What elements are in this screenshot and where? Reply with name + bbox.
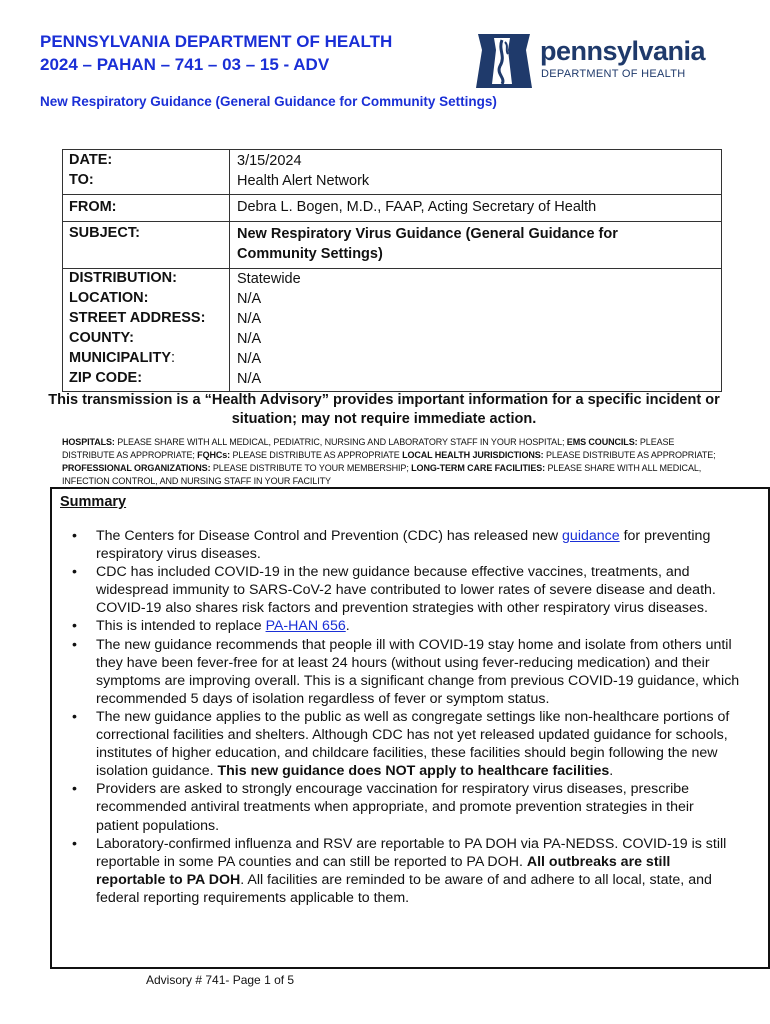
bullet-icon: •: [72, 781, 77, 798]
bullet-bold-text: All outbreaks are still reportable to PA DOH: [96, 853, 671, 888]
bullet-text: The new guidance recommends that people ill with COVID-19 stay home and isolate from others until they have been fever-free for at least 24 hours (without using fever-reducing medication) and their symptoms are improving overall. This is a significant change from previous COVID-19 guidance, which recommended 5 days of isolation regardless of fever or symptom status.: [96, 636, 740, 707]
municipality-label-text: MUNICIPALITY: [69, 350, 172, 366]
column-divider: [229, 150, 230, 391]
bullet-text: This is intended to replace: [96, 618, 266, 635]
from-value: Debra L. Bogen, M.D., FAAP, Acting Secretary of Health: [237, 199, 597, 215]
bullet-icon: •: [72, 636, 77, 653]
summary-list: [72, 527, 740, 907]
bullet-text: CDC has included COVID-19 in the new guidance because effective vaccines, treatments, and widespread immunity to SARS-CoV-2 have contributed to lower rates of severe disease and death. COVID-19 also shares risk factors and prevention strategies with other respiratory virus diseases.: [96, 564, 716, 617]
fqhc-text: PLEASE DISTRIBUTE AS APPROPRIATE: [230, 450, 403, 460]
bullet-text: for preventing respiratory virus diseases.: [96, 528, 711, 563]
bullet-icon: •: [72, 618, 77, 635]
memo-header-table: [62, 149, 722, 392]
date-value: 3/15/2024: [237, 153, 302, 169]
distribution-value: Statewide: [237, 271, 301, 287]
municipality-value: N/A: [237, 351, 262, 367]
street-value: N/A: [237, 311, 262, 327]
to-label: TO:: [69, 172, 94, 188]
pa-han-656-link[interactable]: PA-HAN 656: [265, 618, 346, 635]
location-value: N/A: [237, 291, 262, 307]
agency-name: PENNSYLVANIA DEPARTMENT OF HEALTH: [40, 32, 393, 51]
ltc-label: LONG-TERM CARE FACILITIES:: [411, 463, 546, 473]
distribution-note: [62, 436, 727, 488]
prof-org-text: PLEASE DISTRIBUTE TO YOUR MEMBERSHIP;: [210, 463, 412, 473]
guidance-link[interactable]: guidance: [562, 528, 620, 544]
list-item: [72, 636, 740, 708]
bullet-text: .: [345, 618, 350, 635]
row-divider: [63, 221, 721, 222]
bullet-text: .: [609, 763, 614, 780]
document-title: [40, 30, 392, 76]
bullet-icon: •: [72, 835, 77, 852]
ems-text: PLEASE DISTRIBUTE AS APPROPRIATE;: [62, 437, 675, 460]
ltc-text: PLEASE SHARE WITH ALL MEDICAL, INFECTION CONTROL, AND NURSING STAFF IN YOUR FACILITY: [62, 463, 702, 486]
bullet-text: Providers are asked to strongly encourage vaccination for respiratory virus diseases, prescribe recommended antiviral treatments when appropriate, and promote prevention strategies in their patient populations.: [96, 781, 694, 834]
bullet-icon: •: [72, 708, 77, 725]
list-item: [72, 617, 740, 635]
bullet-bold-text: This new guidance does NOT apply to healthcare facilities: [217, 763, 610, 780]
distribution-label: DISTRIBUTION:: [69, 270, 177, 286]
bullet-icon: •: [72, 528, 77, 544]
advisory-subtitle: New Respiratory Guidance (General Guidance for Community Settings): [40, 94, 497, 109]
list-item: [72, 780, 740, 834]
logo-wordmark: pennsylvania: [540, 36, 706, 66]
date-label: DATE:: [69, 152, 113, 168]
subject-value: New Respiratory Virus Guidance (General Guidance for Community Settings): [237, 226, 618, 262]
subject-label: SUBJECT:: [69, 225, 140, 241]
bullet-text: Laboratory-confirmed influenza and RSV are reportable to PA DOH via PA-NEDSS. COVID-19 is still reportable in some PA counties and can still be reported to PA DOH.: [96, 835, 727, 870]
ems-label: EMS COUNCILS:: [566, 437, 638, 447]
municipality-colon: :: [171, 350, 176, 366]
prof-org-label: PROFESSIONAL ORGANIZATIONS:: [62, 463, 211, 473]
bullet-icon: •: [72, 564, 77, 581]
list-item: [72, 527, 740, 563]
municipality-label: [69, 350, 175, 366]
list-item: [72, 835, 740, 907]
summary-title: Summary: [60, 494, 127, 510]
fqhc-label: FQHCs:: [197, 450, 231, 460]
page-footer: Advisory # 741- Page 1 of 5: [146, 973, 295, 987]
logo-department: DEPARTMENT OF HEALTH: [541, 68, 686, 80]
list-item: [72, 563, 740, 617]
from-label: FROM:: [69, 199, 117, 215]
zip-value: N/A: [237, 371, 262, 387]
county-value: N/A: [237, 331, 262, 347]
row-divider: [63, 268, 721, 269]
bullet-text: The Centers for Disease Control and Prevention (CDC) has released new: [96, 528, 563, 544]
advisory-code: 2024 – PAHAN – 741 – 03 – 15 - ADV: [40, 55, 330, 74]
bullet-text: The new guidance applies to the public as well as congregate settings like non-healthcare portions of correctional facilities and shelters. Although CDC has not yet released updated guidance for schools, institutes of higher education, and childcare facilities, these facilities should begin following the new isolation guidance.: [96, 708, 730, 780]
location-label: LOCATION:: [69, 290, 149, 306]
list-item: [72, 708, 740, 780]
lhj-label: LOCAL HEALTH JURISDICTIONS:: [402, 450, 544, 460]
hospitals-text: PLEASE SHARE WITH ALL MEDICAL, PEDIATRIC, NURSING AND LABORATORY STAFF IN YOUR HOSPITAL;: [114, 437, 567, 447]
lhj-text: PLEASE DISTRIBUTE AS APPROPRIATE;: [543, 450, 716, 460]
bullet-text: . All facilities are reminded to be aware of and adhere to all local, state, and federal reporting requirements applicable to them.: [96, 871, 712, 906]
health-advisory-notice: This transmission is a “Health Advisory” provides important information for a specific incident or situation; may not require immediate action.: [48, 392, 720, 427]
county-label: COUNTY:: [69, 330, 134, 346]
to-value: Health Alert Network: [237, 173, 370, 189]
zip-label: ZIP CODE:: [69, 370, 143, 386]
street-label: STREET ADDRESS:: [69, 310, 206, 326]
hospitals-label: HOSPITALS:: [62, 437, 115, 447]
row-divider: [63, 194, 721, 195]
